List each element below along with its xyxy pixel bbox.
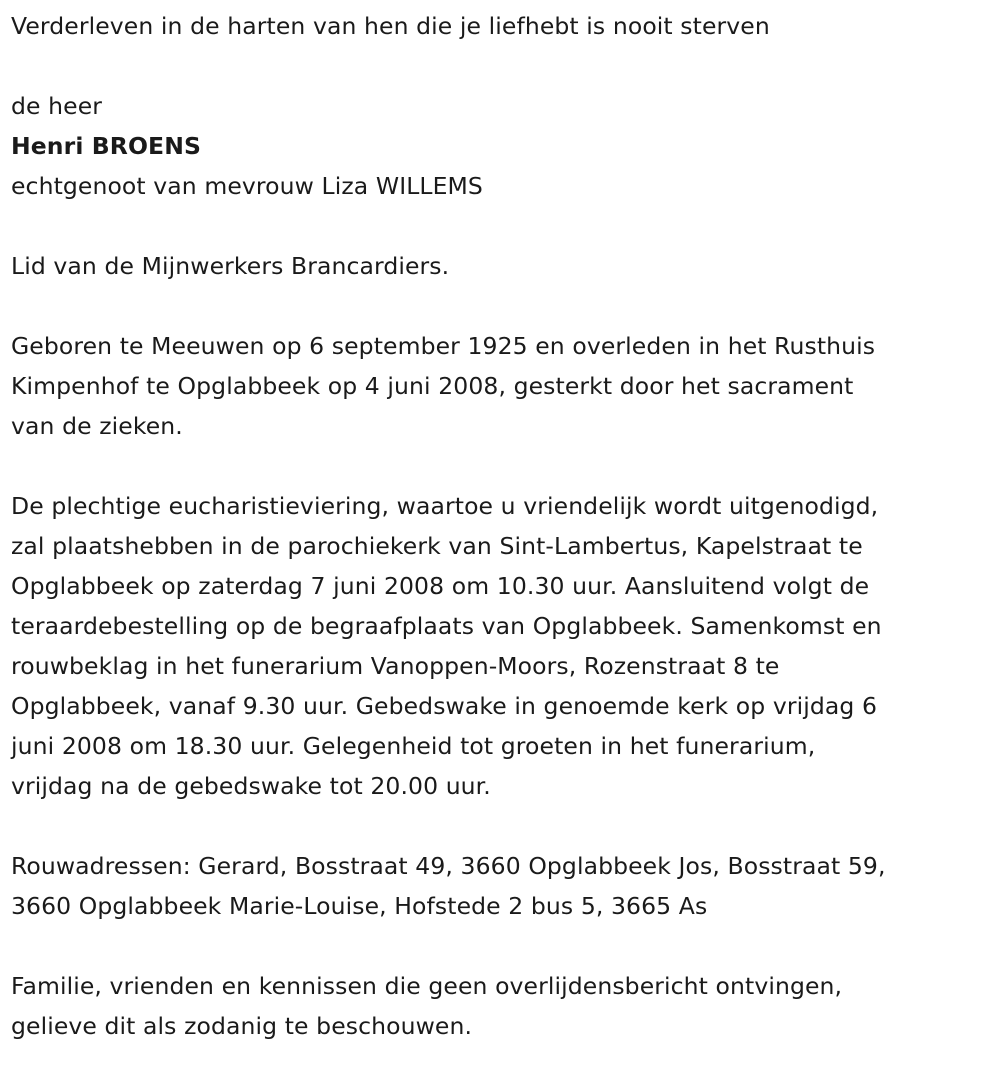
paragraph-line: Familie, vrienden en kennissen die geen overlijdensbericht ontvingen, [11,972,843,1000]
paragraph-line: zal plaatshebben in de parochiekerk van Sint-Lambertus, Kapelstraat te [11,532,863,560]
closing-paragraph [11,966,990,1046]
paragraph-line: Rouwadressen: Gerard, Bosstraat 49, 3660 Opglabbeek Jos, Bosstraat 59, [11,852,886,880]
paragraph-line: van de zieken. [11,412,183,440]
spacer [11,286,990,326]
spacer [11,206,990,246]
spacer [11,46,990,86]
title-prefix: de heer [11,92,103,120]
membership-line: Lid van de Mijnwerkers Brancardiers. [11,252,450,280]
paragraph-line: Opglabbeek, vanaf 9.30 uur. Gebedswake in genoemde kerk op vrijdag 6 [11,692,878,720]
addresses-paragraph [11,846,990,926]
spacer [11,446,990,486]
spacer [11,926,990,966]
paragraph-line: teraardebestelling op de begraafplaats van Opglabbeek. Samenkomst en [11,612,882,640]
ceremony-paragraph [11,486,990,806]
paragraph-line: rouwbeklag in het funerarium Vanoppen-Moors, Rozenstraat 8 te [11,652,780,680]
paragraph-line: Kimpenhof te Opglabbeek op 4 juni 2008, gesterkt door het sacrament [11,372,854,400]
paragraph-line: De plechtige eucharistieviering, waartoe u vriendelijk wordt uitgenodigd, [11,492,879,520]
spouse-line: echtgenoot van mevrouw Liza WILLEMS [11,172,483,200]
paragraph-line: 3660 Opglabbeek Marie-Louise, Hofstede 2 bus 5, 3665 As [11,892,708,920]
paragraph-line: Opglabbeek op zaterdag 7 juni 2008 om 10.30 uur. Aansluitend volgt de [11,572,870,600]
paragraph-line: juni 2008 om 18.30 uur. Gelegenheid tot groeten in het funerarium, [11,732,816,760]
motto: Verderleven in de harten van hen die je liefhebt is nooit sterven [11,12,770,40]
spacer [11,806,990,846]
paragraph-line: vrijdag na de gebedswake tot 20.00 uur. [11,772,491,800]
paragraph-line: gelieve dit als zodanig te beschouwen. [11,1012,473,1040]
deceased-name: Henri BROENS [11,132,201,160]
birth-death-paragraph [11,326,990,446]
paragraph-line: Geboren te Meeuwen op 6 september 1925 en overleden in het Rusthuis [11,332,876,360]
